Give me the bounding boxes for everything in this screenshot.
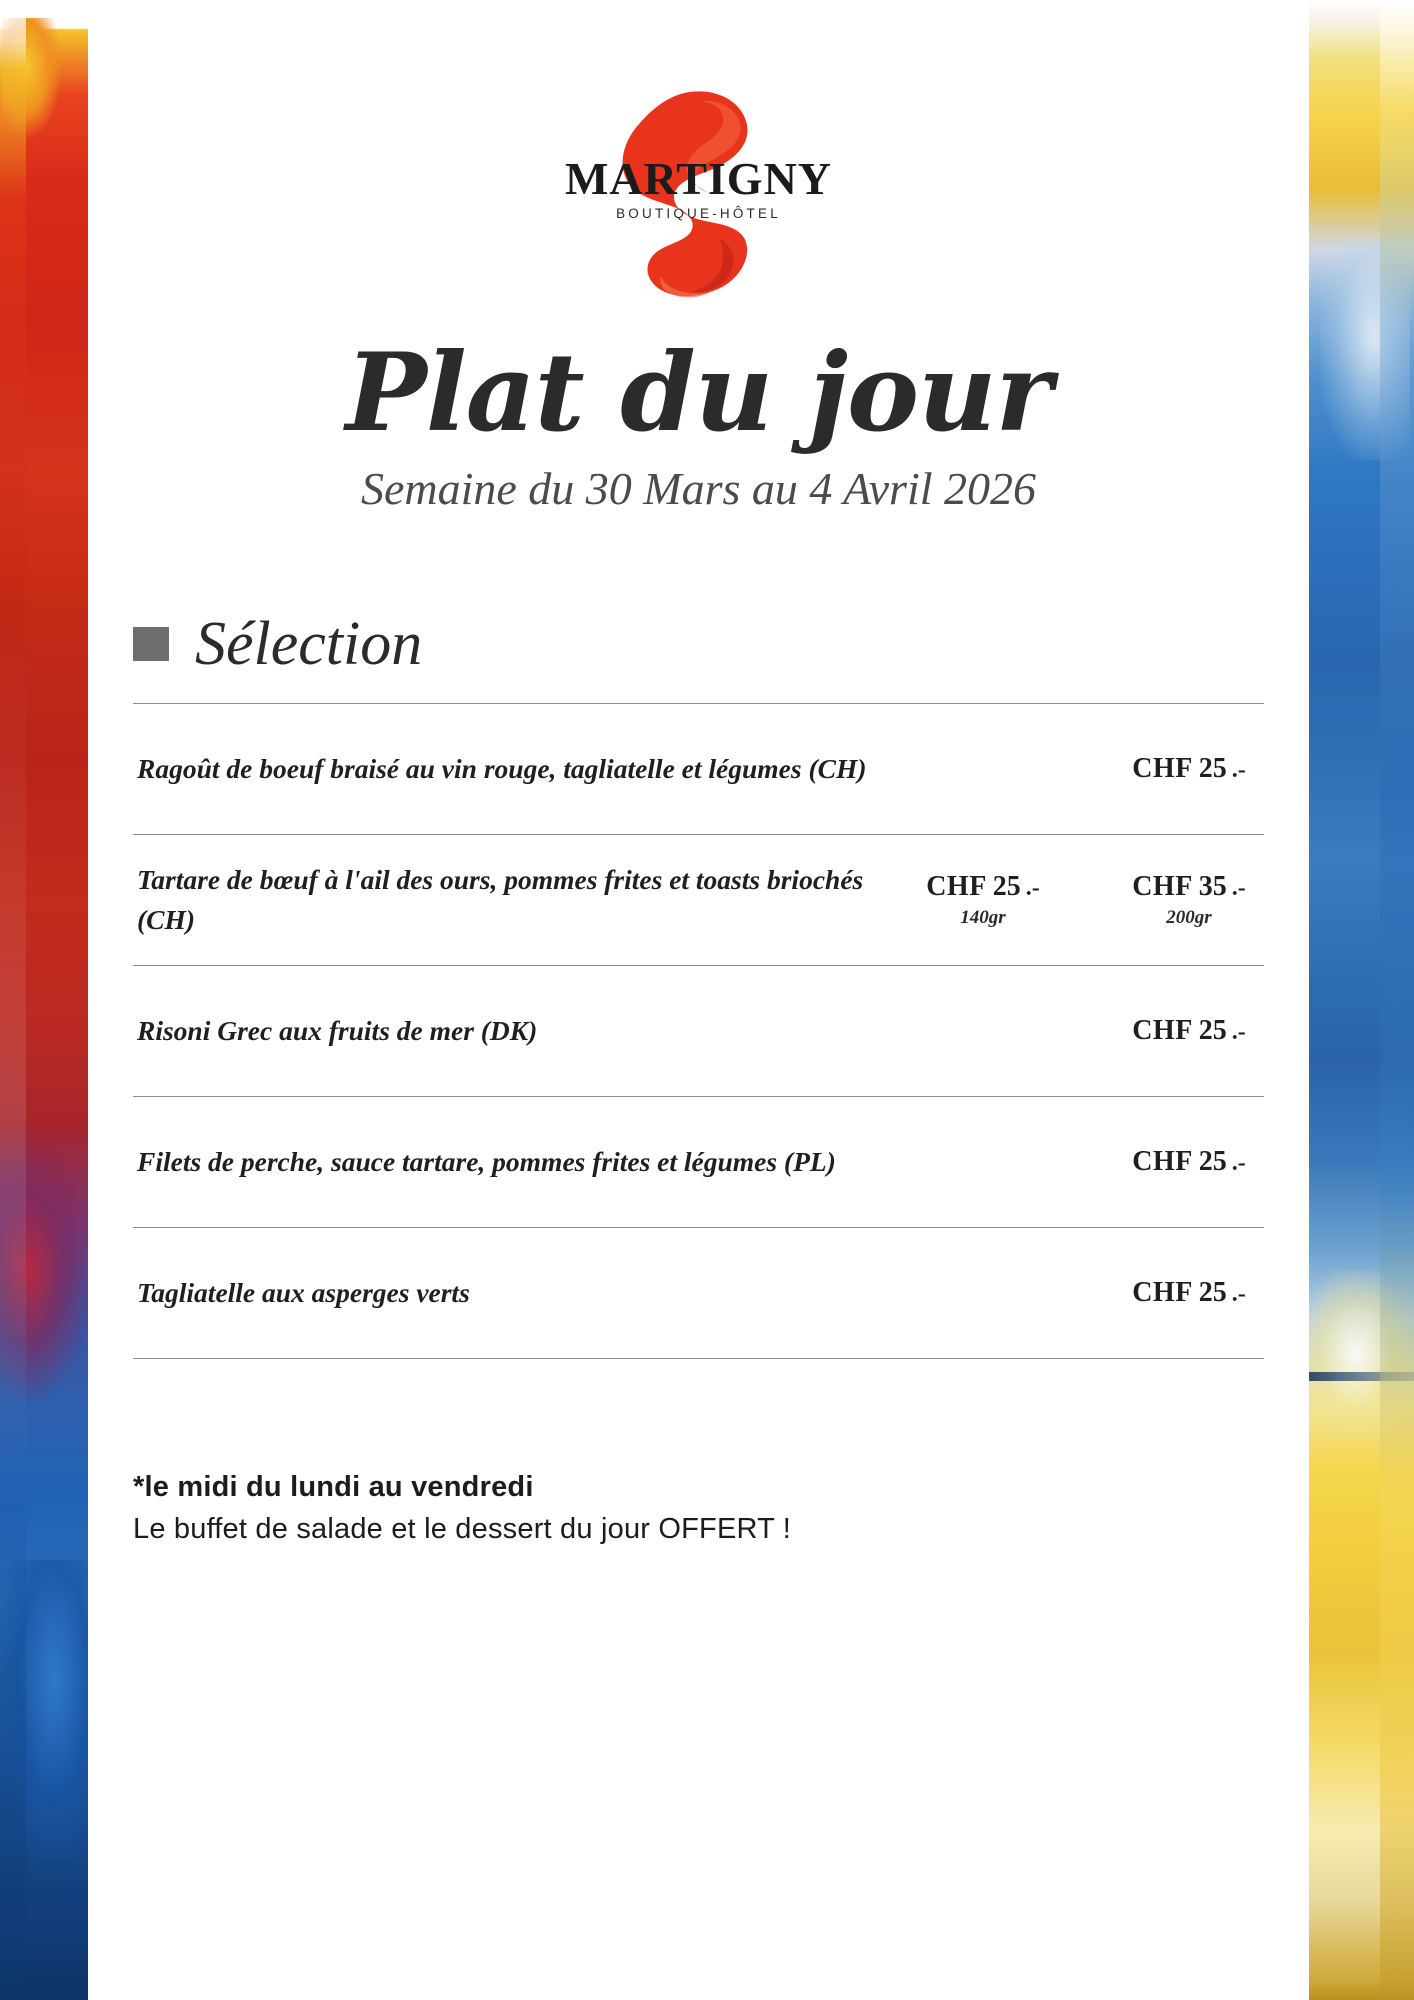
dish-price xyxy=(1114,1015,1264,1047)
left-paint-blob-yellow xyxy=(2,18,62,138)
price-amount: 25 xyxy=(1198,753,1227,785)
footnote-line-1: *le midi du lundi au vendredi xyxy=(133,1471,534,1504)
section-heading xyxy=(133,610,1309,679)
right-paint-blob-white xyxy=(1320,240,1410,460)
price-suffix: .- xyxy=(1231,1281,1246,1308)
decorative-right-edge xyxy=(1309,0,1414,2000)
left-paint-blob-blue xyxy=(0,1560,88,1860)
brand-name: MARTIGNY xyxy=(564,153,833,204)
price-cell xyxy=(1114,871,1264,929)
dish-price xyxy=(908,871,1058,903)
price-amount: 25 xyxy=(1198,1146,1227,1178)
price-group xyxy=(1114,753,1264,785)
menu-list xyxy=(133,703,1264,1359)
price-currency: CHF xyxy=(926,871,987,903)
price-suffix: .- xyxy=(1231,875,1246,902)
portion-weight: 200gr xyxy=(1166,907,1212,929)
price-group xyxy=(1114,1015,1264,1047)
square-bullet-icon xyxy=(133,627,169,661)
footnote-line-2: Le buffet de salade et le dessert du jour OFFERT ! xyxy=(133,1513,792,1546)
menu-page xyxy=(88,0,1309,2000)
price-currency: CHF xyxy=(1132,753,1193,785)
price-amount: 25 xyxy=(992,871,1021,903)
price-currency: CHF xyxy=(1132,1277,1193,1309)
brand-tagline: BOUTIQUE-HÔTEL xyxy=(616,206,781,221)
decorative-left-edge xyxy=(0,0,88,2000)
price-suffix: .- xyxy=(1231,757,1246,784)
price-group xyxy=(1114,1146,1264,1178)
price-amount: 25 xyxy=(1198,1015,1227,1047)
price-cell xyxy=(1114,1015,1264,1047)
price-amount: 35 xyxy=(1198,871,1227,903)
section-title: Sélection xyxy=(195,610,423,679)
dish-price xyxy=(1114,753,1264,785)
price-currency: CHF xyxy=(1132,1146,1193,1178)
menu-item-row xyxy=(133,1097,1264,1228)
dish-price xyxy=(1114,1146,1264,1178)
price-currency: CHF xyxy=(1132,1015,1193,1047)
menu-item-row xyxy=(133,1228,1264,1359)
dish-price xyxy=(1114,1277,1264,1309)
price-amount: 25 xyxy=(1198,1277,1227,1309)
price-cell xyxy=(1114,1146,1264,1178)
price-suffix: .- xyxy=(1231,1150,1246,1177)
menu-item-row xyxy=(133,835,1264,966)
left-paint-artwork xyxy=(0,0,88,2000)
price-cell xyxy=(1114,1277,1264,1309)
dish-name: Tartare de bœuf à l'ail des ours, pommes frites et toasts briochés (CH) xyxy=(137,864,864,936)
brand-logo xyxy=(529,88,869,308)
left-paint-blob-magenta xyxy=(0,1140,88,1400)
right-paint-artwork xyxy=(1309,0,1414,2000)
price-group xyxy=(1114,1277,1264,1309)
page-title: Plat du jour xyxy=(345,330,1052,456)
dish-name: Tagliatelle aux asperges verts xyxy=(137,1277,470,1309)
price-cell xyxy=(908,871,1058,929)
menu-item-row xyxy=(133,966,1264,1097)
dish-name: Filets de perche, sauce tartare, pommes frites et légumes (PL) xyxy=(137,1146,836,1178)
dish-name: Ragoût de boeuf braisé au vin rouge, tagliatelle et légumes (CH) xyxy=(137,753,867,785)
dish-name: Risoni Grec aux fruits de mer (DK) xyxy=(137,1015,538,1047)
price-currency: CHF xyxy=(1132,871,1193,903)
page-subtitle: Semaine du 30 Mars au 4 Avril 2026 xyxy=(360,463,1037,515)
price-cell xyxy=(1114,753,1264,785)
right-paint-streak xyxy=(1309,1372,1414,1381)
footnote xyxy=(133,1471,1264,1546)
price-suffix: .- xyxy=(1025,875,1040,902)
right-paint-blob-yellow xyxy=(1309,1270,1414,1440)
price-suffix: .- xyxy=(1231,1019,1246,1046)
dish-price xyxy=(1114,871,1264,903)
menu-item-row xyxy=(133,703,1264,835)
portion-weight: 140gr xyxy=(960,907,1006,929)
price-group xyxy=(908,871,1264,929)
